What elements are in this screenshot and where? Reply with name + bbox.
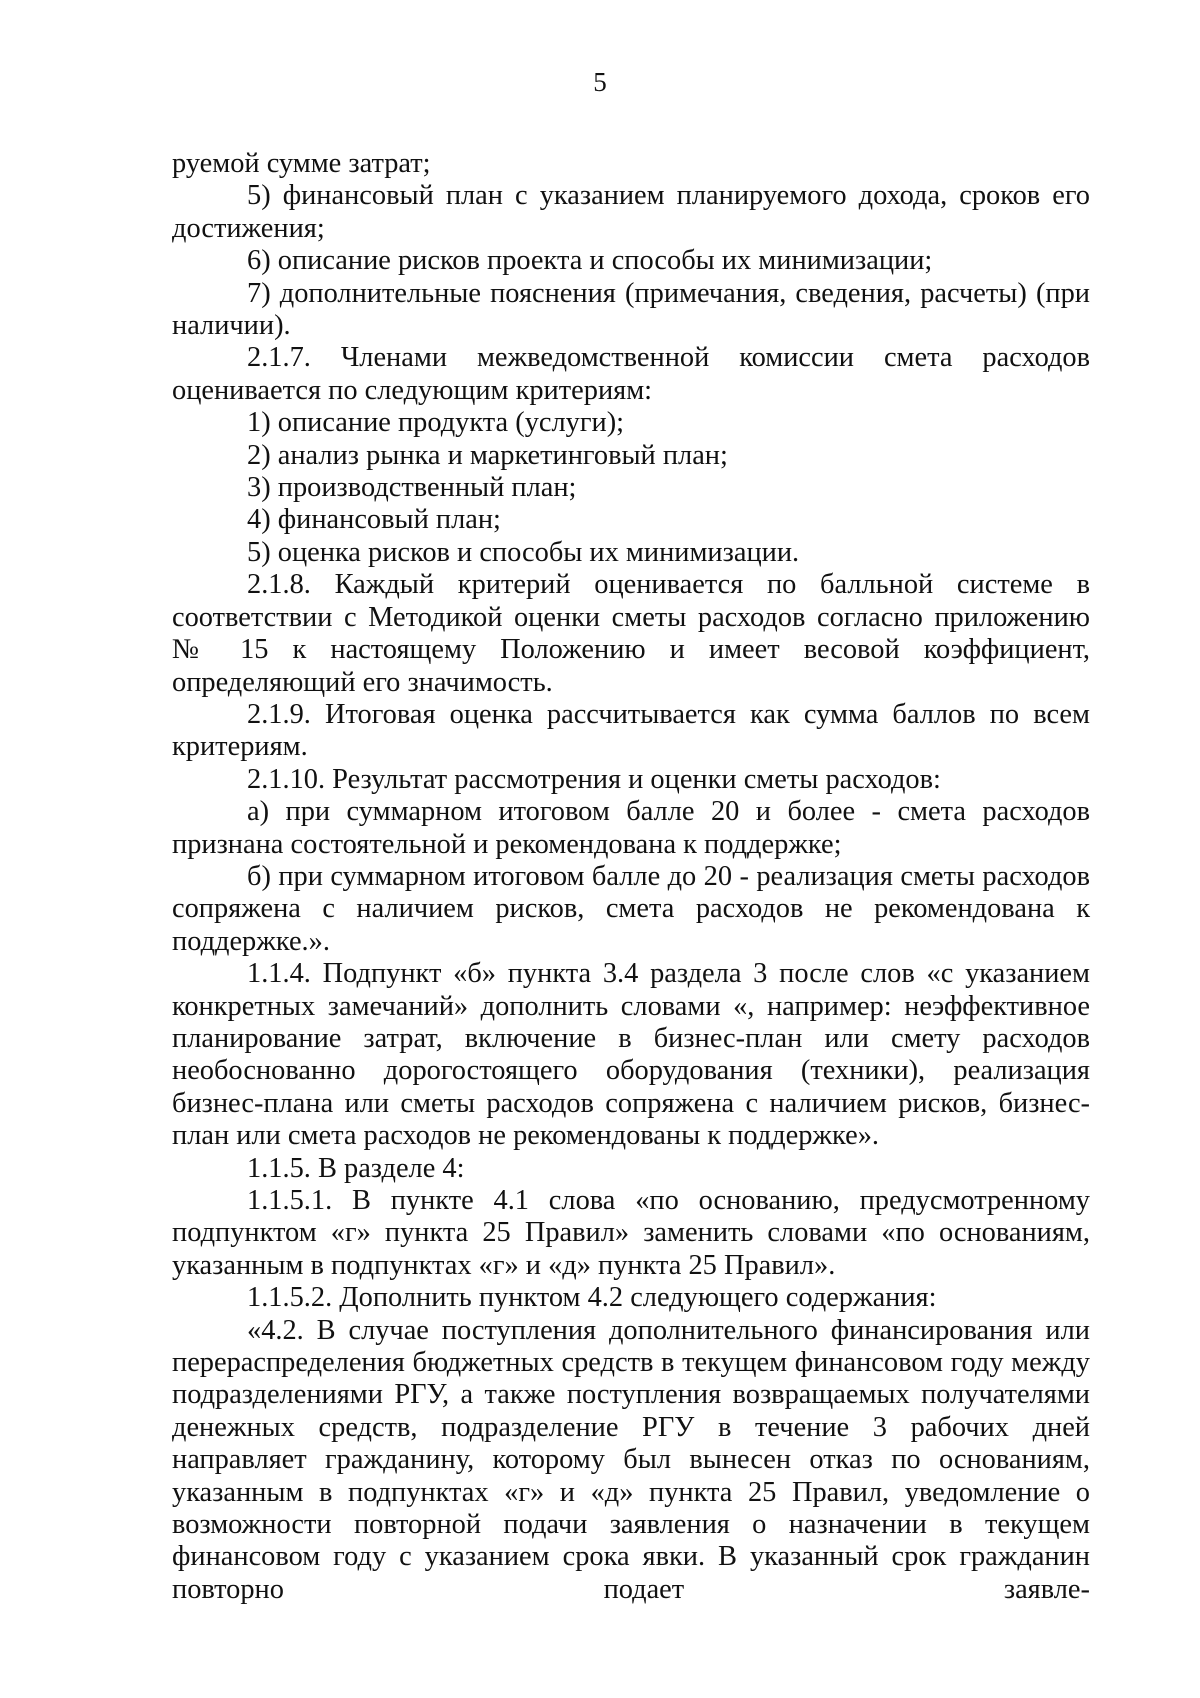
paragraph-continuation: руемой сумме затрат; <box>172 148 431 179</box>
list-item-additional-notes: 7) дополнительные пояснения (примечания, сведения, расчеты) (при наличии). <box>172 277 1090 342</box>
paragraph-4-2-quote: «4.2. В случае поступления дополнительного финансирования или перераспределения бюджетных средств в текущем финансовом году между подразделениями РГУ, а также поступления возвращаемых получателями денежных средств, подразделение РГУ в течение 3 рабочих дней направляет гражданину, которому был вынесен отказ по основаниям, указанным в подпунктах «г» и «д» пункта 25 Правил, уведомление о возможности повторной подачи заявления о назначении в текущем финансовом году с указанием срока явки. В указанный срок гражданин повторно подает заявле- <box>172 1314 1090 1605</box>
paragraph-1-1-5-1: 1.1.5.1. В пункте 4.1 слова «по основанию, предусмотренному подпунктом «г» пункта 25 Правил» заменить словами «по основаниям, указанным в подпунктах «г» и «д» пункта 25 Правил». <box>172 1185 1090 1281</box>
paragraph-1-1-4: 1.1.4. Подпункт «б» пункта 3.4 раздела 3 после слов «с указанием конкретных замечаний» дополнить словами «, например: неэффективное планирование затрат, включение в бизнес-план или смету расходов необоснованно дорогостоящего оборудования (техники), реализация бизнес-плана или сметы расходов сопряжена с наличием рисков, бизнес-план или смета расходов не рекомендованы к поддержке». <box>172 958 1090 1152</box>
criterion-financial-plan: 4) финансовый план; <box>247 504 501 536</box>
paragraph-2-1-8: 2.1.8. Каждый критерий оценивается по балльной системе в соответствии с Методикой оценки сметы расходов согласно приложению № 15 к настоящему Положению и имеет весовой коэффициент, определяющий его значимость. <box>172 569 1090 698</box>
criterion-product-description: 1) описание продукта (услуги); <box>247 407 625 439</box>
criterion-market-analysis: 2) анализ рынка и маркетинговый план; <box>247 439 728 471</box>
paragraph-1-1-5: 1.1.5. В разделе 4: <box>247 1152 465 1184</box>
paragraph-2-1-7: 2.1.7. Членами межведомственной комиссии смета расходов оценивается по следующим критериям: <box>172 342 1090 406</box>
document-body <box>172 148 1090 1606</box>
paragraph-2-1-9: 2.1.9. Итоговая оценка рассчитывается как сумма баллов по всем критериям. <box>172 698 1090 763</box>
result-item-a: а) при суммарном итоговом балле 20 и более - смета расходов признана состоятельной и рекомендована к поддержке; <box>172 796 1090 860</box>
list-item-financial-plan-description: 5) финансовый план с указанием планируемого дохода, сроков его достижения; <box>172 180 1090 244</box>
list-item-risks-description: 6) описание рисков проекта и способы их минимизации; <box>247 245 933 277</box>
paragraph-2-1-10: 2.1.10. Результат рассмотрения и оценки сметы расходов: <box>247 763 941 795</box>
paragraph-1-1-5-2: 1.1.5.2. Дополнить пунктом 4.2 следующего содержания: <box>247 1282 937 1314</box>
criterion-risk-assessment: 5) оценка рисков и способы их минимизации. <box>247 536 800 568</box>
result-item-b: б) при суммарном итоговом балле до 20 - реализация сметы расходов сопряжена с наличием рисков, смета расходов не рекомендована к поддержке.». <box>172 860 1090 957</box>
criterion-production-plan: 3) производственный план; <box>247 472 577 504</box>
page-number: 5 <box>593 67 607 97</box>
